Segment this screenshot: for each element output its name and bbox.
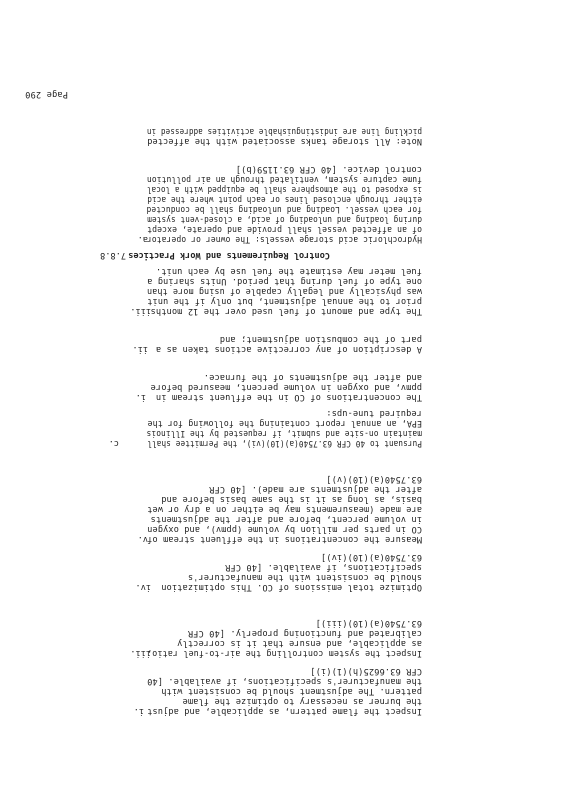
text-line: during loading and unloading of acid, a closed-vent system (147, 214, 422, 224)
text-line: maintain on-site and submit, if requested by the Illinois (146, 428, 422, 438)
text-line: The type and amount of fuel used over the 12 months (150, 306, 422, 316)
text-line: required tune-ups: (326, 408, 422, 418)
text-line: part of the combustion adjustment; and (219, 334, 422, 344)
text-line: 63.7540(a)(10)(iv)] (320, 552, 422, 562)
text-line: basis, as long as it is the same basis before and (161, 494, 422, 504)
note-line: Note: All storage tanks associated with the affected (147, 136, 422, 146)
text-line: either through enclosed lines or each point where the acid (147, 194, 422, 204)
text-line: control device. [40 CFR 63.1159(b)] (235, 164, 422, 174)
item-marker: c. (108, 438, 119, 448)
text-line: The concentrations of CO in the effluent stream in (155, 392, 422, 402)
item-marker: i. (135, 392, 146, 402)
section-number: 7.8.8 (100, 250, 126, 260)
text-line: prior to the annual adjustment, but only if the unit (147, 296, 422, 306)
text-line: calibrated and functioning properly. [40 CFR (187, 628, 422, 638)
text-line: Measure the concentrations in the effluent stream of (147, 534, 422, 544)
text-line: 63.7540(a)(10)(v)] (326, 474, 422, 484)
item-marker: v. (137, 534, 148, 544)
text-line: Hydrochloric acid storage vessels: The owner or operator (146, 234, 422, 244)
item-marker: iv. (135, 582, 151, 592)
text-line: the burner as necessary to optimize the flame (182, 696, 422, 706)
text-line: in volume percent, before and after the adjustments (150, 514, 422, 524)
text-line: of an affected vessel shall provide and operate, except (147, 224, 422, 234)
text-line: CO in parts per million by volume (ppmv), and oxygen (147, 524, 422, 534)
item-marker: iii. (130, 306, 151, 316)
text-line: Optimize total emissions of CO. This optimization (161, 582, 422, 592)
item-marker: ii. (132, 344, 148, 354)
text-line: is exposed to the atmosphere shall be equipped with a local (146, 184, 422, 194)
text-line: as applicable, and ensure that it is correctly (177, 638, 422, 648)
text-line: after the adjustments are made). [40 CFR (209, 484, 422, 494)
section-heading: Control Requirements and Work Practices (128, 250, 330, 260)
text-line: specifications, if available. [40 CFR (225, 562, 422, 572)
text-line: and after the adjustments of the furnace. (203, 372, 422, 382)
text-line: EPA, an annual report containing the following for the (147, 418, 422, 428)
text-line: are made (measurements may be either on a dry or wet (147, 504, 422, 514)
text-line: fuel meter may estimate the fuel use by each unit. (155, 266, 422, 276)
text-line: should be consistent with the manufacturer's (187, 572, 422, 582)
item-marker: iii. (130, 648, 151, 658)
text-line: Inspect the flame pattern, as applicable, and adjust (147, 706, 422, 716)
text-line: A description of any corrective actions taken as a (155, 344, 422, 354)
note-line: pickling line are indistinguishable activities addressed in (146, 126, 422, 136)
text-line: fume capture system, ventilated through an air pollution (146, 174, 422, 184)
item-marker: a. (137, 234, 148, 244)
text-line: ppmv, and oxygen in volume percent, measured before (150, 382, 422, 392)
text-line: Inspect the system controlling the air-to-fuel ratio, (146, 648, 422, 658)
text-line: one type of fuel during that period. Units sharing a (147, 276, 422, 286)
text-line: Pursuant to 40 CFR 63.7540(a)(10)(vi), the Permittee shall (147, 438, 422, 448)
text-line: was physically and legally capable of using more than (146, 286, 422, 296)
item-marker: i. (133, 706, 144, 716)
text-line: the manufacturer's specifications, if available. [40 (147, 676, 422, 686)
text-line: 63.7540(a)(10)(iii)] (315, 618, 422, 628)
page-number: Page 290 (25, 89, 68, 99)
text-line: for each vessel. Loading and unloading shall be conducted (146, 204, 422, 214)
text-line: CFR 63.6625(h)(1)(i)] (310, 666, 422, 676)
text-line: pattern. The adjustment should be consistent with (161, 686, 422, 696)
